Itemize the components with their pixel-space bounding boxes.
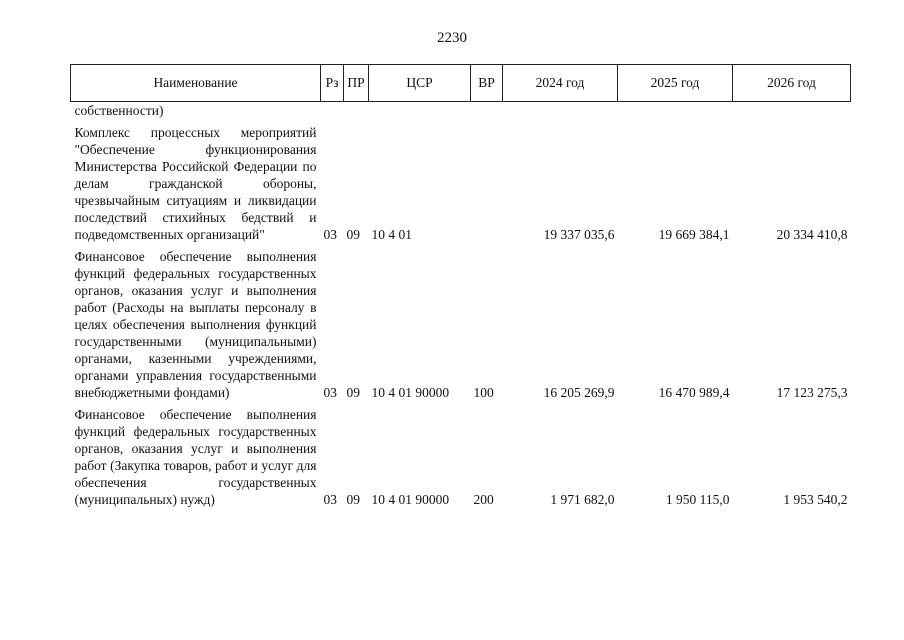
row-csr: 10 4 01 90000 bbox=[371, 492, 450, 507]
table-row bbox=[71, 119, 851, 243]
header-2026: 2026 год bbox=[733, 65, 851, 102]
budget-table bbox=[70, 64, 851, 508]
table-row bbox=[71, 243, 851, 401]
row-csr bbox=[369, 102, 471, 120]
header-name: Наименование bbox=[71, 65, 321, 102]
row-2025: 1 950 115,0 bbox=[665, 492, 730, 507]
row-2024: 19 337 035,6 bbox=[543, 227, 615, 242]
header-rz: Рз bbox=[321, 65, 344, 102]
row-pr: 09 bbox=[346, 492, 360, 507]
row-rz: 03 bbox=[323, 385, 337, 400]
row-name: Комплекс процессных мероприятий "Обеспечение функционирования Министерства Российской Федерации по делам гражданской обороны, чрезвычайным ситуациям и ликвидации последствий стихийных бедствий и подведомственных организаций" bbox=[74, 125, 317, 242]
row-name: Финансовое обеспечение выполнения функций федеральных государственных органов, оказания услуг и выполнения работ (Расходы на выплаты персоналу в целях обеспечения выполнения функций государственными (муниципальными) органами, казенными учреждениями, органами управления государственными внебюджетными фондами) bbox=[74, 249, 317, 400]
row-name: собственности) bbox=[74, 103, 164, 118]
row-2026: 17 123 275,3 bbox=[776, 385, 848, 400]
header-2025: 2025 год bbox=[618, 65, 733, 102]
row-vr bbox=[471, 119, 503, 243]
row-2025: 16 470 989,4 bbox=[658, 385, 730, 400]
row-pr: 09 bbox=[346, 385, 360, 400]
row-2026: 20 334 410,8 bbox=[776, 227, 848, 242]
row-name: Финансовое обеспечение выполнения функций федеральных государственных органов, оказания услуг и выполнения работ (Закупка товаров, работ и услуг для обеспечения государственных (муниципальных) нужд) bbox=[74, 407, 317, 507]
row-rz: 03 bbox=[323, 227, 337, 242]
row-2024 bbox=[503, 102, 618, 120]
row-vr: 100 bbox=[473, 385, 494, 400]
row-csr: 10 4 01 bbox=[371, 227, 412, 242]
table-row bbox=[71, 401, 851, 508]
row-2026: 1 953 540,2 bbox=[783, 492, 848, 507]
row-rz bbox=[321, 102, 344, 120]
row-pr: 09 bbox=[346, 227, 360, 242]
row-rz: 03 bbox=[323, 492, 337, 507]
header-vr: ВР bbox=[471, 65, 503, 102]
row-2024: 16 205 269,9 bbox=[543, 385, 615, 400]
row-2025: 19 669 384,1 bbox=[658, 227, 730, 242]
row-pr bbox=[344, 102, 369, 120]
row-2024: 1 971 682,0 bbox=[550, 492, 615, 507]
page-number: 2230 bbox=[437, 30, 467, 46]
row-2025 bbox=[618, 102, 733, 120]
row-vr: 200 bbox=[473, 492, 494, 507]
table-row bbox=[71, 102, 851, 120]
header-pr: ПР bbox=[344, 65, 369, 102]
table-header bbox=[71, 65, 851, 102]
row-2026 bbox=[733, 102, 851, 120]
row-csr: 10 4 01 90000 bbox=[371, 385, 450, 400]
row-vr bbox=[471, 102, 503, 120]
header-2024: 2024 год bbox=[503, 65, 618, 102]
header-csr: ЦСР bbox=[369, 65, 471, 102]
